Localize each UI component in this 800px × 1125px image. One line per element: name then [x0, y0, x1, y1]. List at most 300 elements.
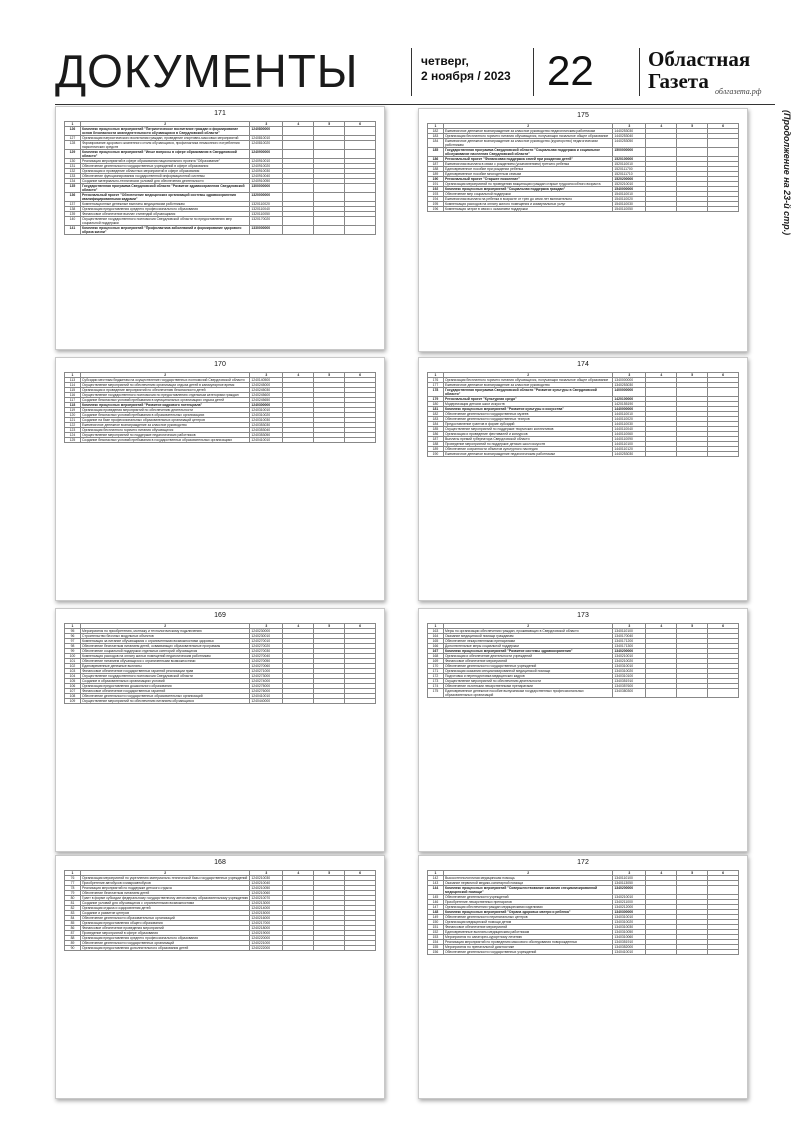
budget-table	[427, 870, 739, 955]
table-cell: Обеспечение лекарственными препаратами	[443, 639, 612, 644]
table-cell: Организация бесплатного горячего питания обучающихся, получающих начальное общее образование	[443, 134, 612, 139]
table-cell: 1330000000	[250, 226, 283, 235]
table-cell: Организация отдыха и оздоровления детей	[80, 906, 249, 911]
table-cell: Комплекс процессных мероприятий "Иные вопросы в сфере образования в Свердловской области"	[80, 150, 249, 159]
table-cell: Приобретение лекарственных препаратов	[443, 900, 612, 905]
column-header: 6	[708, 373, 739, 378]
table-cell	[345, 699, 376, 704]
table-cell: 1240270040	[250, 654, 283, 659]
table-cell: 96	[65, 634, 81, 639]
table-cell: 83	[65, 911, 81, 916]
table-cell	[283, 193, 314, 202]
table-cell: 151	[428, 925, 444, 930]
table-cell: Финансовое обеспечение мероприятий	[443, 925, 612, 930]
table-cell: 179	[428, 397, 444, 402]
column-header: 5	[677, 871, 708, 876]
column-header: 1	[428, 373, 444, 378]
column-header: 1	[428, 124, 444, 129]
table-cell: 1540110050	[613, 207, 646, 212]
table-cell: Финансовое обеспечение проведения мероприятий	[80, 926, 249, 931]
table-cell: 134	[65, 179, 81, 184]
table-cell: 148	[428, 910, 444, 915]
table-cell: 183	[428, 134, 444, 139]
table-cell: 84	[65, 916, 81, 921]
table-cell: Грант в форме субсидии федеральному государственному автономному образовательному учреждению	[81, 896, 249, 900]
table-cell: Ежемесячное денежное вознаграждение за классное руководство	[443, 383, 612, 388]
budget-table	[427, 372, 739, 457]
column-header: 4	[646, 624, 677, 629]
document-page	[55, 106, 385, 350]
table-cell: Региональный проект "Финансовая поддержка семей при рождении детей"	[443, 157, 612, 162]
issue-day: четверг,	[421, 54, 469, 68]
table-cell: Организация медицинской помощи детям	[443, 920, 612, 925]
page-header	[55, 40, 775, 102]
table-cell: 1340212000	[613, 905, 646, 910]
table-cell: 196	[428, 207, 444, 212]
table-cell	[646, 689, 677, 698]
table-cell: 1340352000	[613, 945, 646, 950]
table-row	[65, 184, 376, 193]
table-cell: 1240800000	[250, 127, 283, 136]
budget-table	[427, 623, 739, 698]
table-cell: 176	[428, 378, 444, 383]
table-cell: 1340253030	[613, 383, 646, 388]
table-cell: Осуществление государственного полномочия по предоставлению отдельным категориям граждан	[80, 393, 249, 398]
header-rule	[55, 104, 775, 105]
table-cell: 1320110050	[250, 212, 283, 217]
table-cell: Организация предоставления общего образования	[80, 921, 249, 926]
table-cell: 1240440000	[250, 699, 283, 704]
column-header: 4	[283, 624, 314, 629]
table-cell: 189	[428, 172, 444, 177]
table-cell: 102	[65, 664, 81, 669]
table-cell: Единовременное пособие при рождении ребенка	[443, 167, 612, 172]
table-cell: 135	[65, 184, 81, 193]
table-cell: 100	[65, 654, 81, 659]
table-cell: 1520111700	[613, 167, 646, 172]
table-cell: 1340200000	[613, 886, 646, 895]
table-cell: Оказание первичной медико-санитарной помощи	[443, 881, 612, 886]
table-cell	[677, 207, 708, 212]
table-cell: 175	[428, 689, 444, 698]
table-cell: 113	[65, 378, 81, 383]
table-cell: 182	[428, 129, 444, 134]
table-cell: 1240270020	[250, 644, 283, 649]
table-cell: Ежемесячная выплата на ребенка в возрасте от трех до семи лет включительно	[443, 197, 612, 202]
table-cell: Организация обеспечения граждан медицинскими изделиями	[443, 905, 612, 910]
table-cell: 190	[428, 452, 444, 457]
table-cell: 89	[65, 941, 81, 946]
table-cell: Комплекс процессных мероприятий "Социальная поддержка граждан"	[443, 187, 612, 192]
table-cell: 1440110120	[613, 447, 646, 452]
table-cell: 85	[65, 921, 81, 926]
table-cell: 172	[428, 674, 444, 679]
document-page-number: 169	[214, 612, 226, 619]
table-cell: 166	[428, 644, 444, 649]
table-cell	[708, 148, 739, 157]
table-cell: Финансовое обеспечение выплат стипендий обучающимся	[80, 212, 249, 217]
table-cell: 1440110100	[613, 442, 646, 447]
table-cell: 88	[65, 936, 81, 941]
table-cell: 122	[65, 423, 81, 428]
table-cell: Обеспечение льготными лекарственными препаратами	[443, 684, 612, 689]
table-cell: Финансовое обеспечение государственных гарантий	[80, 689, 249, 694]
table-cell: Организация предоставления среднего профессионального образования	[80, 936, 249, 941]
table-cell: 181	[428, 407, 444, 412]
table-cell: 1240217000	[250, 921, 283, 926]
table-cell: Формирование здорового жизненного стиля обучающихся, профилактика незаконного потребления наркотических средств	[80, 141, 249, 150]
issue-date	[421, 54, 511, 84]
table-cell: Осуществление мероприятий по поддержке педагогических работников	[80, 433, 249, 438]
table-cell: 1340171200	[613, 639, 646, 644]
table-cell: 1440253050	[613, 139, 646, 148]
table-cell: 1240245000	[250, 383, 283, 388]
table-cell: 1540000000	[613, 187, 646, 192]
table-cell: 78	[65, 886, 81, 891]
column-header: 5	[677, 624, 708, 629]
document-page	[418, 357, 748, 601]
table-cell	[646, 452, 677, 457]
table-cell: 194	[428, 197, 444, 202]
column-header: 1	[428, 871, 444, 876]
table-row	[65, 150, 376, 159]
table-cell: 186	[428, 157, 444, 162]
table-cell: 143	[428, 881, 444, 886]
table-cell: Организация и проведение областных мероприятий в сфере образования	[80, 169, 249, 174]
table-cell: Комплекс процессных мероприятий "Развитие культуры и искусства"	[443, 407, 612, 412]
table-row	[65, 438, 376, 443]
table-cell: 188	[428, 167, 444, 172]
table-cell	[283, 150, 314, 159]
table-row	[65, 226, 376, 235]
table-cell: 1340171300	[613, 644, 646, 649]
column-header: 2	[443, 124, 612, 129]
column-header: 4	[283, 373, 314, 378]
column-header: 6	[708, 871, 739, 876]
table-cell: 118	[65, 403, 81, 408]
column-header: 6	[345, 871, 376, 876]
table-cell: 1340310060	[613, 935, 646, 940]
table-cell: 1240410010	[250, 438, 283, 443]
table-cell: 1240810010	[250, 136, 283, 141]
table-cell: Компенсация расходов на оплату жилых помещений педагогическим работникам	[80, 654, 249, 659]
table-cell: Организация оказания специализированной медицинской помощи	[443, 669, 612, 674]
table-cell: Компенсация расходов на оплату жилого помещения и коммунальных услуг	[443, 202, 612, 207]
table-cell: Обеспечение функционирования государственной информационной системы	[80, 174, 249, 179]
table-row	[428, 148, 739, 157]
table-cell: 1240245030	[250, 388, 283, 393]
table-cell: 1240220000	[250, 936, 283, 941]
document-page-number: 170	[214, 361, 226, 368]
column-header: 4	[283, 122, 314, 127]
table-cell: 165	[428, 639, 444, 644]
table-cell: 87	[65, 931, 81, 936]
table-cell: Организация патриотического воспитания граждан, проведение спортивно-массовых мероприятий	[80, 136, 249, 141]
table-cell: 126	[65, 127, 81, 136]
table-cell: Обеспечение социальной поддержки отдельных категорий обучающихся	[80, 649, 249, 654]
table-cell: Обеспечение деятельности образовательных организаций	[80, 916, 249, 921]
table-cell: 1520111710	[613, 172, 646, 177]
table-cell: 1240210050	[250, 886, 283, 891]
header-divider	[411, 48, 412, 96]
table-cell: 1520210010	[613, 182, 646, 187]
table-cell	[345, 150, 376, 159]
table-cell: Компенсация затрат в связи с оказанием поддержки	[443, 207, 612, 212]
table-cell: Реализация мероприятий по проведению массового обследования новорожденных	[443, 940, 612, 945]
newspaper-name-line1: Областная	[648, 47, 751, 71]
table-cell: 80	[65, 896, 81, 901]
table-cell: Обеспечение деятельности перинатальных центров	[443, 915, 612, 920]
column-header: 2	[443, 624, 612, 629]
table-cell: 1340110100	[613, 876, 646, 881]
table-cell: 1240210070	[250, 896, 283, 901]
table-cell: 185	[428, 148, 444, 157]
table-cell: Создание условий для обучающихся с ограниченными возможностями	[80, 901, 249, 906]
header-divider	[533, 48, 534, 96]
table-cell: 187	[428, 437, 444, 442]
table-cell: 120	[65, 413, 81, 418]
table-cell: 1340310050	[613, 930, 646, 935]
page-number: 22	[547, 47, 594, 94]
document-page	[418, 855, 748, 1099]
table-cell: 1240910010	[250, 159, 283, 164]
column-header: 1	[65, 373, 81, 378]
budget-table	[427, 123, 739, 212]
table-cell	[345, 141, 376, 150]
table-cell: 192	[428, 187, 444, 192]
table-cell: 95	[65, 629, 81, 634]
table-cell: 133	[65, 174, 81, 179]
table-cell: 168	[428, 654, 444, 659]
table-cell: 1240274000	[250, 679, 283, 684]
table-cell	[314, 226, 345, 235]
table-cell: Обеспечение деятельности учреждений	[443, 895, 612, 900]
table-cell: Ежемесячное денежное вознаграждение педагогическим работникам	[443, 452, 612, 457]
table-cell: 1320170020	[250, 217, 283, 226]
column-header: 3	[613, 624, 646, 629]
table-cell: 1500000000	[613, 148, 646, 157]
table-cell: 1240910050	[250, 179, 283, 184]
table-cell: 1340211000	[613, 900, 646, 905]
table-cell: 1520200000	[613, 177, 646, 182]
table-cell: Подготовка и переподготовка медицинских кадров	[443, 674, 612, 679]
table-cell: 1340380300	[613, 689, 646, 698]
table-cell: Обеспечение деятельности государственных учреждений	[443, 664, 612, 669]
table-cell: 144	[428, 886, 444, 895]
table-cell: 123	[65, 428, 81, 433]
table-cell: 164	[428, 634, 444, 639]
table-cell: Приобретение автобусов и микроавтобусов	[80, 881, 249, 886]
table-cell: 1240353040	[250, 428, 283, 433]
table-cell	[677, 388, 708, 397]
table-cell	[345, 946, 376, 951]
table-cell: 108	[65, 694, 81, 699]
table-cell: 188	[428, 442, 444, 447]
table-cell	[345, 184, 376, 193]
table-cell: 119	[65, 408, 81, 413]
table-cell: Организация мероприятий по укреплению материально-технической базы государственных учреждений	[80, 876, 249, 881]
table-cell: 140	[65, 217, 81, 226]
table-cell: 1540110020	[613, 197, 646, 202]
table-row	[428, 452, 739, 457]
table-cell: Предоставление грантов в форме субсидий	[443, 422, 612, 427]
table-cell: 1300000000	[250, 184, 283, 193]
table-cell	[345, 193, 376, 202]
table-cell: Проведение мероприятий по поддержке детских школ искусств	[443, 442, 612, 447]
table-cell: 1240910020	[250, 164, 283, 169]
table-cell: 169	[428, 659, 444, 664]
column-header: 2	[80, 373, 249, 378]
table-row	[65, 946, 376, 951]
column-header: 2	[80, 624, 249, 629]
table-cell	[314, 127, 345, 136]
table-cell: 1340310010	[613, 664, 646, 669]
table-cell: Обеспечение деятельности государственных музеев	[443, 412, 612, 417]
table-cell: 170	[428, 664, 444, 669]
table-cell: Комплекс процессных мероприятий "Патриотическое воспитание граждан и формирование основ безопасности жизнедеятельности обучающихся в Свердловской области"	[80, 127, 249, 136]
table-cell: Региональный проект "Старшее поколение"	[443, 177, 612, 182]
table-cell	[708, 950, 739, 955]
table-cell: Обеспечение деятельности государственных учреждений	[443, 950, 612, 955]
column-header: 4	[646, 373, 677, 378]
table-cell: Комплекс процессных мероприятий "Охрана здоровья матери и ребенка"	[443, 910, 612, 915]
newspaper-name-line2: Газета	[648, 69, 709, 93]
column-header: 3	[613, 373, 646, 378]
table-cell: 167	[428, 649, 444, 654]
table-cell: 106	[65, 684, 81, 689]
table-cell	[345, 127, 376, 136]
column-header: 3	[250, 122, 283, 127]
table-cell: 1320000000	[250, 193, 283, 202]
table-cell: 115	[65, 388, 81, 393]
table-cell: 191	[428, 182, 444, 187]
table-cell: 1420100000	[613, 397, 646, 402]
table-cell	[283, 946, 314, 951]
table-cell: Региональный проект "Культурная среда"	[443, 397, 612, 402]
table-cell: 124	[65, 433, 81, 438]
column-header: 2	[443, 373, 612, 378]
section-title: ДОКУМЕНТЫ	[55, 45, 359, 97]
table-cell: Компенсационные денежные выплаты медицинским работникам	[80, 202, 249, 207]
table-cell	[708, 388, 739, 397]
table-cell: 142	[428, 876, 444, 881]
column-header: 5	[677, 124, 708, 129]
table-cell	[314, 141, 345, 150]
table-cell: Организация мероприятий по проведению вакцинации граждан старше трудоспособного возраста	[443, 182, 612, 187]
column-header: 2	[443, 871, 612, 876]
table-cell: 156	[428, 950, 444, 955]
table-cell: Обеспечение деятельности государственных учреждений в сфере образования	[80, 164, 249, 169]
table-cell	[646, 207, 677, 212]
table-cell: Оказание медицинской помощи гражданам	[443, 634, 612, 639]
table-cell: 1400000000	[613, 388, 646, 397]
table-cell: Обеспечение бесплатным питанием детей	[80, 891, 249, 896]
table-cell: 187	[428, 162, 444, 167]
column-header: 5	[314, 871, 345, 876]
table-cell: 1240275000	[250, 684, 283, 689]
table-cell: 1440253030	[613, 452, 646, 457]
table-cell: Мероприятия по приобретению, монтажу и технологическому подключению	[80, 629, 249, 634]
table-cell: 125	[65, 438, 81, 443]
table-cell: 163	[428, 629, 444, 634]
document-page	[55, 608, 385, 852]
table-cell: 1440253030	[613, 129, 646, 134]
table-cell: 132	[65, 169, 81, 174]
table-cell: Единовременные денежные выплаты	[80, 664, 249, 669]
table-cell: 195	[428, 202, 444, 207]
table-cell: 81	[65, 901, 81, 906]
table-cell: Комплекс процессных мероприятий "Профилактика заболеваний и формирование здорового образа жизни"	[80, 226, 249, 235]
column-header: 5	[677, 373, 708, 378]
table-row	[65, 193, 376, 202]
table-cell	[314, 438, 345, 443]
continued-note: (Продолжение на 23-й стр.)	[782, 110, 792, 236]
table-cell: 1340410010	[613, 950, 646, 955]
table-cell: 1340210010	[613, 895, 646, 900]
table-cell: 1240270060	[250, 664, 283, 669]
table-cell: 1440110040	[613, 427, 646, 432]
table-cell: Организация предоставления дополнительного образования детей	[80, 946, 249, 951]
table-cell: 1240900000	[250, 150, 283, 159]
table-cell: 1340310030	[613, 925, 646, 930]
table-cell: 127	[65, 136, 81, 141]
table-cell: 1340357600	[613, 684, 646, 689]
table-cell: 1340310100	[613, 674, 646, 679]
table-cell: 173	[428, 679, 444, 684]
table-cell: 109	[65, 699, 81, 704]
table-cell: Меры по организации обеспечения граждан, проживающих в Свердловской области	[443, 629, 612, 634]
table-cell: 1440110010	[613, 412, 646, 417]
newspaper-url: облгазета.рф	[715, 87, 762, 96]
table-cell	[345, 226, 376, 235]
table-cell: 1240230000	[250, 629, 283, 634]
column-header: 3	[250, 871, 283, 876]
table-cell: 1340200000	[613, 649, 646, 654]
column-header: 6	[345, 122, 376, 127]
table-cell	[283, 184, 314, 193]
table-cell: 1440110030	[613, 422, 646, 427]
table-cell	[677, 950, 708, 955]
table-cell: Обеспечение бесплатным питанием детей, осваивающих образовательные программы	[80, 644, 249, 649]
table-cell	[677, 148, 708, 157]
document-page	[418, 608, 748, 852]
table-cell	[677, 139, 708, 148]
table-cell: Обеспечение деятельности государственных организаций	[80, 941, 249, 946]
table-cell: 1240215000	[250, 911, 283, 916]
table-cell: Региональный проект "Обеспечение медицинских организаций системы здравоохранения квалифицированными кадрами"	[80, 193, 249, 202]
budget-table	[64, 121, 376, 235]
table-cell: Субсидии местным бюджетам на осуществление государственных полномочий Свердловской области	[80, 378, 249, 383]
table-cell: 190	[428, 177, 444, 182]
table-cell: Государственная программа Свердловской области "Социальная поддержка и социальное обслуживание населения Свердловской области"	[443, 148, 612, 157]
table-cell: Создание материально-технических условий для обеспечения деятельности	[80, 179, 249, 184]
table-row	[428, 950, 739, 955]
table-row	[65, 699, 376, 704]
table-cell: 189	[428, 447, 444, 452]
table-cell	[708, 886, 739, 895]
table-cell: 1340210020	[613, 659, 646, 664]
table-cell: 1340170040	[613, 634, 646, 639]
table-cell: 129	[65, 150, 81, 159]
table-cell: Единовременное денежное пособие выпускникам государственных профессиональных образовательных организаций	[443, 689, 612, 698]
table-cell	[677, 689, 708, 698]
column-header: 4	[646, 871, 677, 876]
table-cell: Создание безопасных условий пребывания в образовательных организациях	[80, 413, 249, 418]
table-cell	[345, 438, 376, 443]
column-header: 6	[708, 124, 739, 129]
table-cell: 1440000000	[613, 407, 646, 412]
table-cell: 1340110100	[613, 629, 646, 634]
